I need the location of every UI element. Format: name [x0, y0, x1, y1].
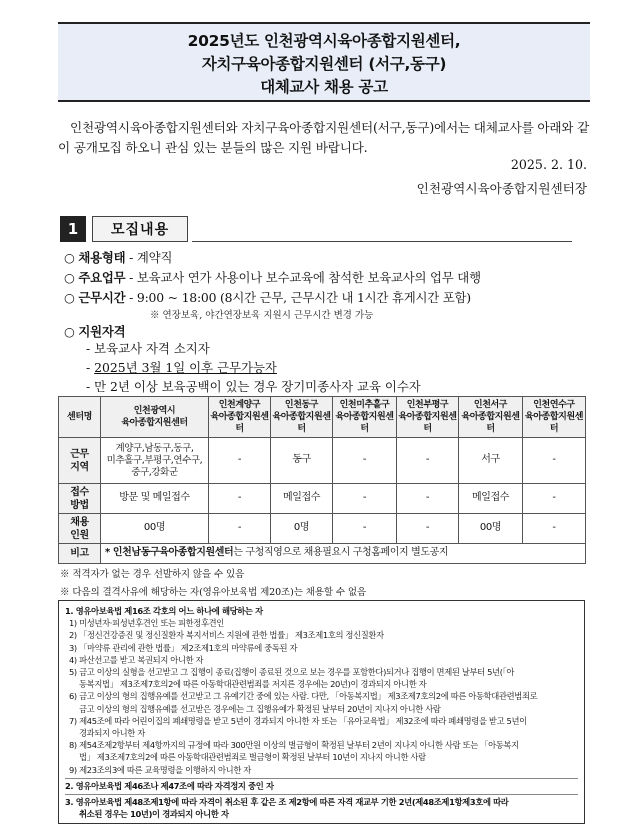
intro-paragraph: 인천광역시육아종합지원센터와 자치구육아종합지원센터(서구,동구)에서는 대체교사를 아래와 같이 공개모집 하오니 관심 있는 분들의 많은 지원 바랍니다.	[58, 120, 590, 155]
cell-receipt: 메일접수	[459, 484, 523, 514]
work-hours-note: ※ 연장보육, 야간연장보육 지원시 근무시간 변경 가능	[150, 310, 374, 321]
cell-count: -	[523, 514, 586, 544]
cell-area: 동구	[271, 438, 333, 484]
row-label-receipt: 접수 방법	[59, 484, 101, 514]
note-disqualification: ※ 다음의 결격사유에 해당하는 자(영유아보육법 제20조)는 채용할 수 없음	[60, 587, 367, 598]
law-item: 9) 제23조의3에 따른 교육명령을 이행하지 아니한 자	[69, 764, 251, 775]
cell-receipt: -	[523, 484, 586, 514]
header-michuhol: 인천미추홀구 육아종합지원센터	[333, 397, 397, 438]
law-item: 6) 금고 이상의 형의 집행유예를 선고받고 그 유예기간 중에 있는 사람. 다만, 「아동복지법」 제3조제7호의2에 따른 아동학대관련범죄로	[69, 691, 538, 702]
law-item-cont: 법」 제3조제7호의2에 따른 아동학대관련범죄로 벌금형이 확정된 날부터 10년이 지나지 아니한 사람	[79, 752, 426, 763]
title-line-2: 자치구육아종합지원센터 (서구,동구)	[201, 55, 447, 73]
value-work-hours: - 9:00 ~ 18:00 (8시간 근무, 근무시간 내 1시간 휴게시간 포함)	[125, 290, 471, 305]
cell-count: -	[397, 514, 459, 544]
cell-receipt: -	[209, 484, 271, 514]
law-item-cont: 동복지법」 제3조제7호의2에 따른 아동학대관련범죄를 저지른 경우에는 20년)이 경과되지 아니한 자	[79, 679, 427, 690]
law-item: 7) 제45조에 따라 어린이집의 폐쇄명령을 받고 5년이 경과되지 아니한 자 또는 「유아교육법」 제32조에 따라 폐쇄명령을 받고 5년이	[69, 715, 527, 726]
law-heading-1: 1. 영유아보육법 제16조 각호의 어느 하나에 해당하는 자	[65, 606, 263, 616]
law-heading-3: 3. 영유아보육법 제48조제1항에 따라 자격이 취소된 후 같은 조 제2항에 따른 자격 재교부 기한 2년(제48조제1항제3호에 따라	[65, 794, 578, 808]
section-number: 1	[60, 216, 86, 242]
law-heading-2: 2. 영유아보육법 제46조나 제47조에 따라 자격정지 중인 자	[65, 778, 578, 792]
cell-receipt: 메일접수	[271, 484, 333, 514]
header-yeonsu: 인천연수구 육아종합지원센터	[523, 397, 586, 438]
label-employment-type: 채용형태	[78, 250, 126, 265]
disqualification-box	[58, 600, 585, 824]
table-header-row	[59, 397, 586, 438]
header-center-name: 센터명	[59, 397, 101, 438]
item-work-hours: ○ 근무시간 - 9:00 ~ 18:00 (8시간 근무, 근무시간 내 1시간 휴게시간 포함)	[64, 290, 471, 305]
item-main-duty: ○ 주요업무 - 보육교사 연가 사용이나 보수교육에 참석한 보육교사의 업무 대행	[64, 270, 481, 285]
cell-receipt: -	[397, 484, 459, 514]
cell-count: -	[209, 514, 271, 544]
law-item: 1) 미성년자·피성년후견인 또는 피한정후견인	[69, 618, 224, 629]
table-row-area	[59, 438, 586, 484]
title-line-1: 2025년도 인천광역시육아종합지원센터,	[187, 32, 461, 50]
table-row-remark	[59, 544, 586, 564]
cell-count: 00명	[459, 514, 523, 544]
header-donggu: 인천동구 육아종합지원센터	[271, 397, 333, 438]
law-item: 8) 제54조제2항부터 제4항까지의 규정에 따라 300만원 이상의 벌금형이 확정된 날부터 2년이 지나지 아니한 사람 또는 「아동복지	[69, 740, 519, 751]
item-employment-type: ○ 채용형태 - 계약직	[64, 250, 173, 265]
qualification-3: - 만 2년 이상 보육공백이 있는 경우 장기미종사자 교육 이수자	[86, 379, 421, 394]
table-row-receipt	[59, 484, 586, 514]
header-bupyeong: 인천부평구 육아종합지원센터	[397, 397, 459, 438]
cell-count: 0명	[271, 514, 333, 544]
header-seogu: 인천서구 육아종합지원센터	[459, 397, 523, 438]
qualification-2-text: 2025년 3월 1일 이후 근무가능자	[94, 360, 277, 375]
note-no-qualified: ※ 적격자가 없는 경우 선발하지 않을 수 있음	[60, 569, 245, 580]
header-gyeyang: 인천계양구 육아종합지원센터	[209, 397, 271, 438]
law-item: 2) 「정신건강증진 및 정신질환자 복지서비스 지원에 관한 법률」 제3조제1호의 정신질환자	[69, 630, 384, 641]
cell-remark	[101, 544, 586, 564]
law-item: 5) 금고 이상의 실형을 선고받고 그 집행이 종료(집행이 종료된 것으로 보는 경우를 포함한다)되거나 집행이 면제된 날부터 5년(「아	[69, 667, 515, 678]
table-row-count	[59, 514, 586, 544]
item-qualification: ○ 지원자격	[64, 324, 126, 339]
value-employment-type: - 계약직	[125, 250, 173, 265]
cell-area: -	[209, 438, 271, 484]
law-item-cont: 경과되지 아니한 자	[79, 728, 145, 739]
label-work-hours: 근무시간	[78, 290, 126, 305]
qualification-1: - 보육교사 자격 소지자	[86, 341, 210, 356]
cell-receipt: 방문 및 메일접수	[101, 484, 209, 514]
section-divider	[192, 241, 572, 242]
law-item: 4) 파산선고를 받고 복권되지 아니한 자	[69, 654, 204, 665]
qualification-2: - 2025년 3월 1일 이후 근무가능자	[86, 360, 277, 375]
section-title: 모집내용	[92, 216, 188, 242]
row-label-remark: 비고	[59, 544, 101, 564]
issuing-organization: 인천광역시육아종합지원센터장	[416, 181, 587, 196]
cell-area: 서구	[459, 438, 523, 484]
cell-area: -	[523, 438, 586, 484]
recruitment-table	[58, 396, 586, 564]
cell-receipt: -	[333, 484, 397, 514]
announcement-date: 2025. 2. 10.	[510, 157, 587, 172]
title-line-3: 대체교사 채용 공고	[260, 78, 388, 96]
announcement-title-box	[58, 22, 590, 102]
remark-bold: * 인천남동구육아종합지원센터	[105, 547, 234, 559]
cell-area-incheon: 계양구,남동구,동구, 미추홀구,부평구,연수구, 중구,강화군	[101, 438, 209, 484]
cell-area: -	[397, 438, 459, 484]
law-heading-3-cont: 취소된 경우는 10년)이 경과되지 아니한 자	[79, 809, 229, 820]
cell-area: -	[333, 438, 397, 484]
law-item: 3) 「마약류 관리에 관한 법률」 제2조제1호의 마약류에 중독된 자	[69, 642, 298, 653]
section-header	[60, 216, 572, 242]
cell-count: -	[333, 514, 397, 544]
label-qualification: 지원자격	[78, 324, 126, 339]
law-item-cont: 금고 이상의 형의 집행유예를 선고받은 경우에는 그 집행유예가 확정된 날부터 20년이 지나지 아니한 사람	[79, 703, 441, 714]
row-label-area: 근무 지역	[59, 438, 101, 484]
row-label-count: 채용 인원	[59, 514, 101, 544]
cell-count: 00명	[101, 514, 209, 544]
value-main-duty: - 보육교사 연가 사용이나 보수교육에 참석한 보육교사의 업무 대행	[125, 270, 481, 285]
header-incheon: 인천광역시 육아종합지원센터	[101, 397, 209, 438]
remark-rest: 는 구청직영으로 채용필요시 구청홈페이지 별도공지	[233, 547, 449, 559]
label-main-duty: 주요업무	[78, 270, 126, 285]
